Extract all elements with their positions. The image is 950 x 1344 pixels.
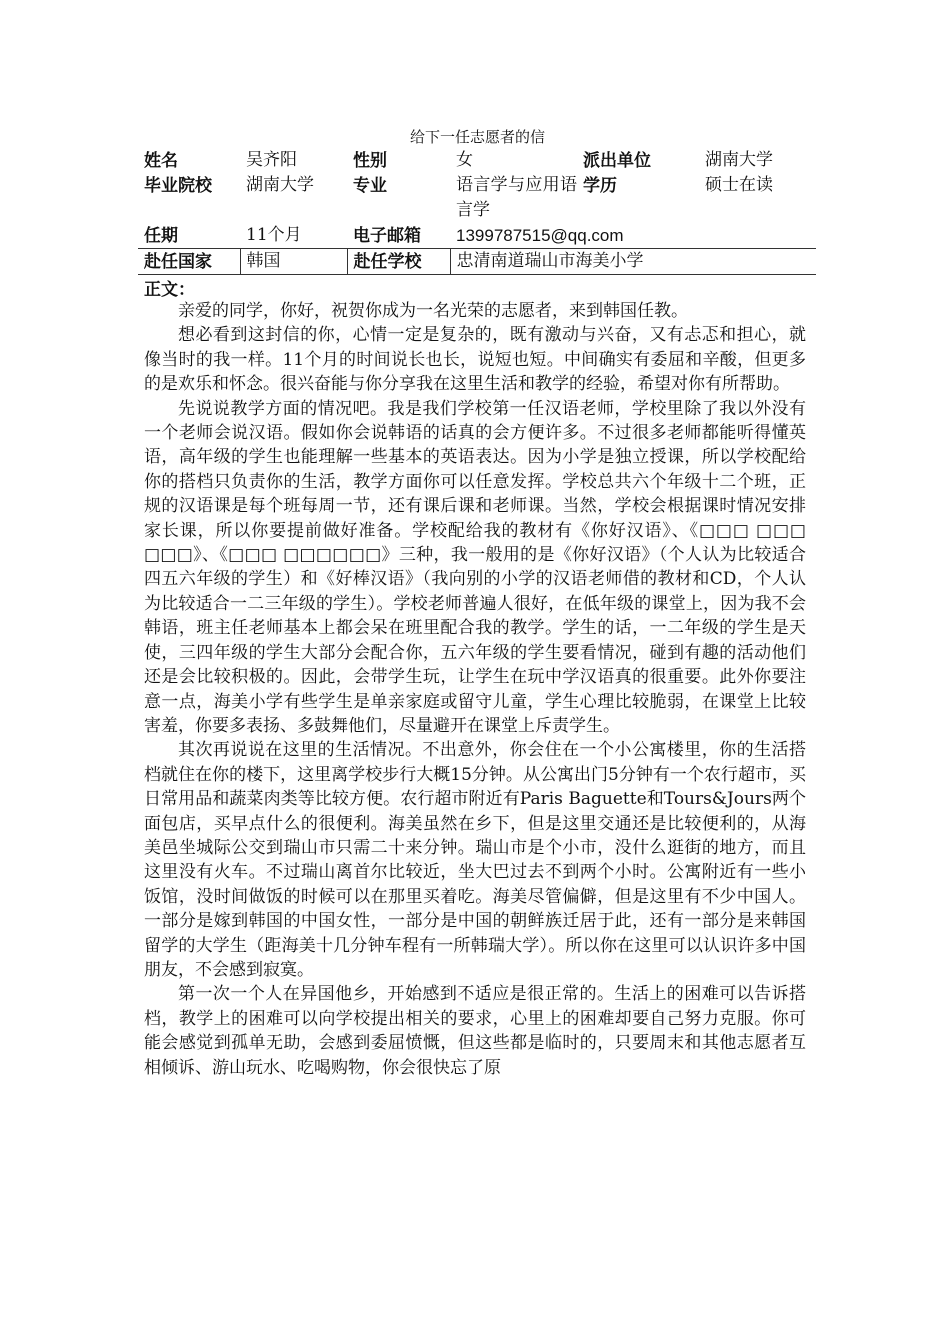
gender-value: 女 — [456, 150, 473, 170]
gender-label: 性别 — [353, 151, 387, 170]
degree-label: 学历 — [583, 176, 617, 195]
major-value: 语言学与应用语言学 — [456, 175, 577, 220]
term-value: 11个月 — [240, 223, 347, 249]
info-row-3 — [138, 223, 816, 249]
post-school-label: 赴任学校 — [347, 249, 450, 275]
info-row-2 — [138, 173, 816, 223]
letter-body — [144, 299, 806, 1080]
post-school-value: 忠清南道瑞山市海美小学 — [450, 249, 816, 275]
term-label: 任期 — [138, 223, 240, 249]
info-table — [138, 148, 816, 275]
unit-label: 派出单位 — [583, 151, 651, 170]
paragraph-adjustment: 第一次一个人在异国他乡，开始感到不适应是很正常的。生活上的困难可以告诉搭档，教学上的困难可以向学校提出相关的要求，心里上的困难却要自己努力克服。你可能会感觉到孤单无助，会感到委屈愤慨，但这些都是临时的，只要周末和其他志愿者互相倾诉、游山玩水、吃喝购物，你会很快忘了原 — [144, 984, 806, 1078]
info-row-1 — [138, 148, 816, 173]
body-label: 正文： — [144, 280, 195, 299]
email-value: 1399787515@qq.com — [450, 223, 816, 249]
school-value: 湖南大学 — [246, 175, 314, 195]
info-row-4 — [138, 249, 816, 275]
unit-value: 湖南大学 — [705, 150, 773, 170]
paragraph-greeting: 亲爱的同学，你好，祝贺你成为一名光荣的志愿者，来到韩国任教。 — [178, 301, 688, 321]
email-label: 电子邮箱 — [347, 223, 450, 249]
document-title: 给下一任志愿者的信 — [409, 128, 545, 146]
school-label: 毕业院校 — [144, 176, 212, 195]
name-label: 姓名 — [144, 151, 178, 170]
paragraph-intro: 想必看到这封信的你，心情一定是复杂的，既有激动与兴奋，又有忐忑和担心，就像当时的我一样。11个月的时间说长也长，说短也短。中间确实有委屈和辛酸，但更多的是欢乐和怀念。很兴奋能与你分享我在这里生活和教学的经验，希望对你有所帮助。 — [144, 325, 806, 395]
major-label: 专业 — [353, 176, 387, 195]
degree-value: 硕士在读 — [705, 175, 773, 195]
paragraph-life: 其次再说说在这里的生活情况。不出意外，你会住在一个小公寓楼里，你的生活搭档就住在你的楼下，这里离学校步行大概15分钟。从公寓出门5分钟有一个农行超市，买日常用品和蔬菜肉类等比较方便。农行超市附近有Paris Baguette和Tours&Jours两个面包店，买早点什么的很便利。海美虽然在乡下，但是这里交通还是比较便利的，从海美邑坐城际公交到瑞山市只需二十来分钟。瑞山市是个小市，没什么逛街的地方，而且这里没有火车。不过瑞山离首尔比较近，坐大巴过去不到两个小时。公寓附近有一些小饭馆，没时间做饭的时候可以在那里买着吃。海美尽管偏僻，但是这里有不少中国人。一部分是嫁到韩国的中国女性，一部分是中国的朝鲜族迁居于此，还有一部分是来韩国留学的大学生（距海美十几分钟车程有一所韩瑞大学）。所以你在这里可以认识许多中国朋友，不会感到寂寞。 — [144, 740, 806, 980]
country-label: 赴任国家 — [138, 249, 240, 275]
name-value: 吴齐阳 — [246, 150, 297, 170]
paragraph-teaching: 先说说教学方面的情况吧。我是我们学校第一任汉语老师，学校里除了我以外没有一个老师会说汉语。假如你会说韩语的话真的会方便许多。不过很多老师都能听得懂英语，高年级的学生也能理解一些基本的英语表达。因为小学是独立授课，所以学校配给你的搭档只负责你的生活，教学方面你可以任意发挥。学校总共六个年级十二个班，正规的汉语课是每个班每周一节，还有课后课和老师课。当然，学校会根据课时情况安排家长课，所以你要提前做好准备。学校配给我的教材有《你好汉语》、《□□□ □□□ □□□》、《□□□ □□□□□□》三种，我一般用的是《你好汉语》（个人认为比较适合四五六年级的学生）和《好棒汉语》（我向别的小学的汉语老师借的教材和CD，个人认为比较适合一二三年级的学生）。学校老师普遍人很好，在低年级的课堂上，因为我不会韩语，班主任老师基本上都会呆在班里配合我的教学。学生的话，一二年级的学生是天使，三四年级的学生大部分会配合你，五六年级的学生要看情况，碰到有趣的活动他们还是会比较积极的。因此，会带学生玩，让学生在玩中学汉语真的很重要。此外你要注意一点，海美小学有些学生是单亲家庭或留守儿童，学生心理比较脆弱，在课堂上比较害羞，你要多表扬、多鼓舞他们，尽量避开在课堂上斥责学生。 — [144, 398, 806, 736]
country-value: 韩国 — [240, 249, 347, 275]
